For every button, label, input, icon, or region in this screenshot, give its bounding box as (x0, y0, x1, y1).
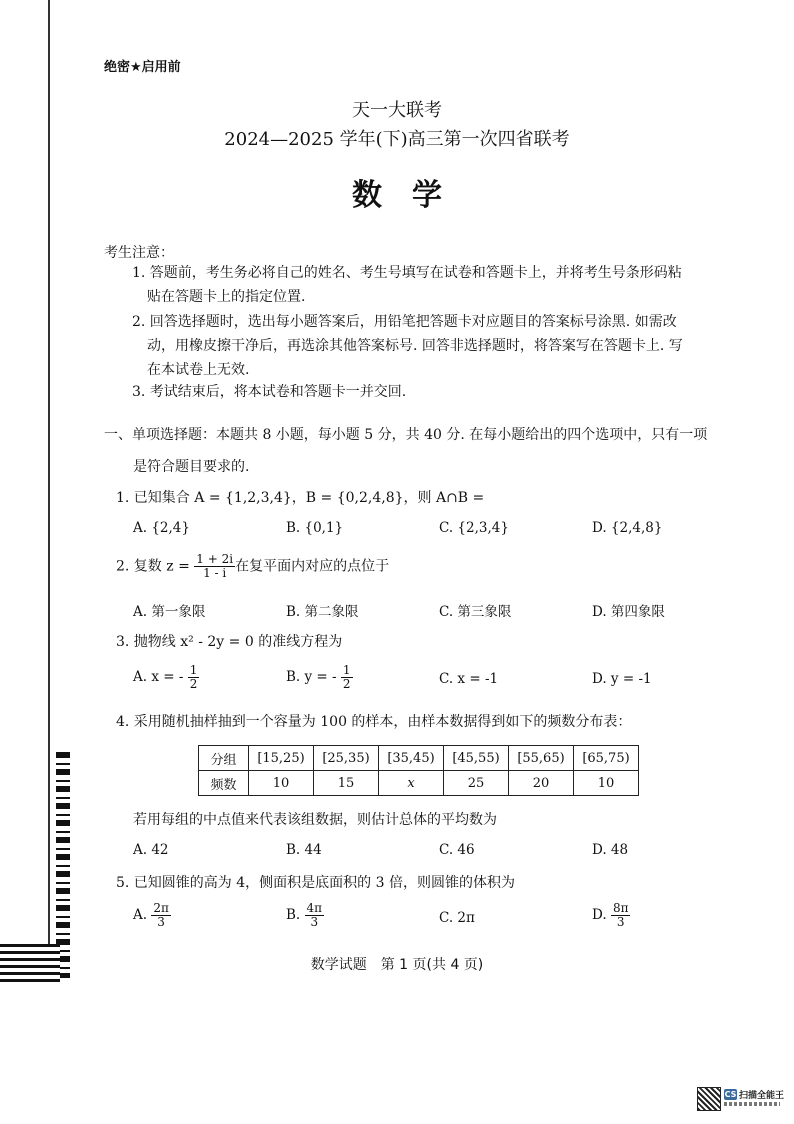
exam-organizer: 天一大联考 (352, 100, 442, 121)
notice-line: 在本试卷上无效. (147, 362, 250, 378)
q2-option-b: B. 第二象限 (286, 604, 359, 620)
watermark-text: 扫描全能王 (739, 1091, 785, 1101)
table-cell: 20 (509, 771, 574, 796)
q3-option-a-fraction (188, 664, 200, 691)
q2-suffix: 在复平面内对应的点位于 (235, 558, 390, 575)
table-header-cell: 频数 (199, 771, 249, 796)
q1-option-d: D. {2,4,8} (592, 520, 663, 536)
q3-option-a-den: 2 (189, 677, 198, 692)
q5-option-a-fraction (151, 902, 171, 929)
notice-title: 考生注意： (104, 245, 174, 261)
question-3-stem: 3. 抛物线 x² - 2y = 0 的准线方程为 (116, 634, 343, 650)
q5-option-b-num: 4π (306, 901, 323, 915)
q3-option-b-den: 2 (342, 677, 351, 692)
q5-option-a-den: 3 (157, 915, 165, 930)
table-row (199, 771, 639, 796)
qr-code-icon (697, 1087, 721, 1111)
page-footer: 数学试题 第 1 页(共 4 页) (310, 957, 484, 973)
q5-option-d-text: D. (592, 907, 607, 924)
watermark-subline (724, 1102, 780, 1106)
q5-option-a-text: A. (133, 907, 148, 924)
confidential-label: 绝密★启用前 (104, 60, 181, 75)
table-cell: 10 (249, 771, 314, 796)
q2-fraction (194, 553, 235, 580)
section-heading-cont: 是符合题目要求的. (133, 459, 250, 475)
q5-option-a (133, 902, 171, 929)
q2-prefix: 2. 复数 z = (116, 558, 190, 575)
q5-option-b-text: B. (286, 907, 301, 924)
q5-option-c: C. 2π (439, 910, 475, 926)
q2-option-c: C. 第三象限 (439, 604, 512, 620)
q5-option-d (592, 902, 630, 929)
q1-option-b: B. {0,1} (286, 520, 344, 536)
table-cell: [15,25) (249, 746, 314, 771)
camscanner-logo-icon: CS (724, 1090, 737, 1099)
q4-option-d: D. 48 (592, 842, 629, 858)
question-4-follow: 若用每组的中点值来代表该组数据，则估计总体的平均数为 (133, 812, 497, 828)
table-cell: 15 (314, 771, 379, 796)
q5-option-d-den: 3 (616, 915, 625, 930)
q3-option-b-fraction (341, 664, 353, 691)
q3-option-a (133, 664, 199, 691)
table-row (199, 746, 639, 771)
table-cell: [35,45) (379, 746, 444, 771)
q5-option-b-den: 3 (310, 915, 319, 930)
q5-option-d-num: 8π (612, 901, 629, 915)
section-heading: 一、单项选择题：本题共 8 小题，每小题 5 分，共 40 分. 在每小题给出的四个选项中，只有一项 (104, 427, 708, 443)
q4-option-a: A. 42 (133, 842, 169, 858)
q1-option-a: A. {2,4} (133, 520, 190, 536)
q1-option-c: C. {2,3,4} (439, 520, 509, 536)
question-5-stem: 5. 已知圆锥的高为 4，侧面积是底面积的 3 倍，则圆锥的体积为 (116, 875, 515, 891)
q5-option-a-num: 2π (153, 901, 169, 915)
q2-numerator: 1 + 2i (196, 552, 234, 566)
q3-option-b-num: 1 (342, 663, 351, 677)
question-2-stem (116, 553, 389, 580)
exam-title: 2024—2025 学年(下)高三第一次四省联考 (224, 129, 570, 150)
subject-title: 数学 (352, 178, 472, 213)
q5-option-b (286, 902, 324, 929)
frequency-table (198, 745, 639, 796)
q4-option-c: C. 46 (439, 842, 475, 858)
notice-line: 贴在答题卡上的指定位置. (147, 289, 306, 305)
q3-option-b (286, 664, 353, 691)
q5-option-d-fraction (611, 902, 631, 929)
q3-option-d: D. y = -1 (592, 671, 652, 687)
q5-option-b-fraction (305, 902, 325, 929)
table-cell: [25,35) (314, 746, 379, 771)
q3-option-c: C. x = -1 (439, 671, 499, 687)
notice-line: 1. 答题前，考生务必将自己的姓名、考生号填写在试卷和答题卡上，并将考生号条形码粘 (132, 265, 682, 281)
question-4-stem: 4. 采用随机抽样抽到一个容量为 100 的样本，由样本数据得到如下的频数分布表： (116, 714, 632, 730)
notice-line: 2. 回答选择题时，选出每小题答案后，用铅笔把答题卡对应题目的答案标号涂黑. 如需改 (132, 314, 677, 330)
notice-line: 3. 考试结束后，将本试卷和答题卡一并交回. (132, 384, 407, 400)
table-cell: [55,65) (509, 746, 574, 771)
q3-option-b-text: B. y = - (286, 669, 337, 686)
q2-option-d: D. 第四象限 (592, 604, 665, 620)
q4-option-b: B. 44 (286, 842, 322, 858)
table-cell: 25 (444, 771, 509, 796)
q3-option-a-num: 1 (189, 663, 198, 677)
table-cell: x (379, 771, 444, 796)
q3-option-a-text: A. x = - (133, 669, 184, 686)
table-cell: [45,55) (444, 746, 509, 771)
table-header-cell: 分组 (199, 746, 249, 771)
table-cell: [65,75) (574, 746, 639, 771)
question-1-stem: 1. 已知集合 A = {1,2,3,4}，B = {0,2,4,8}，则 A∩B = (116, 490, 485, 506)
table-cell: 10 (574, 771, 639, 796)
notice-line: 动，用橡皮擦干净后，再选涂其他答案标号. 回答非选择题时，将答案写在答题卡上. 写 (147, 338, 683, 354)
q2-denominator: 1 - i (203, 566, 227, 581)
q2-option-a: A. 第一象限 (133, 604, 206, 620)
